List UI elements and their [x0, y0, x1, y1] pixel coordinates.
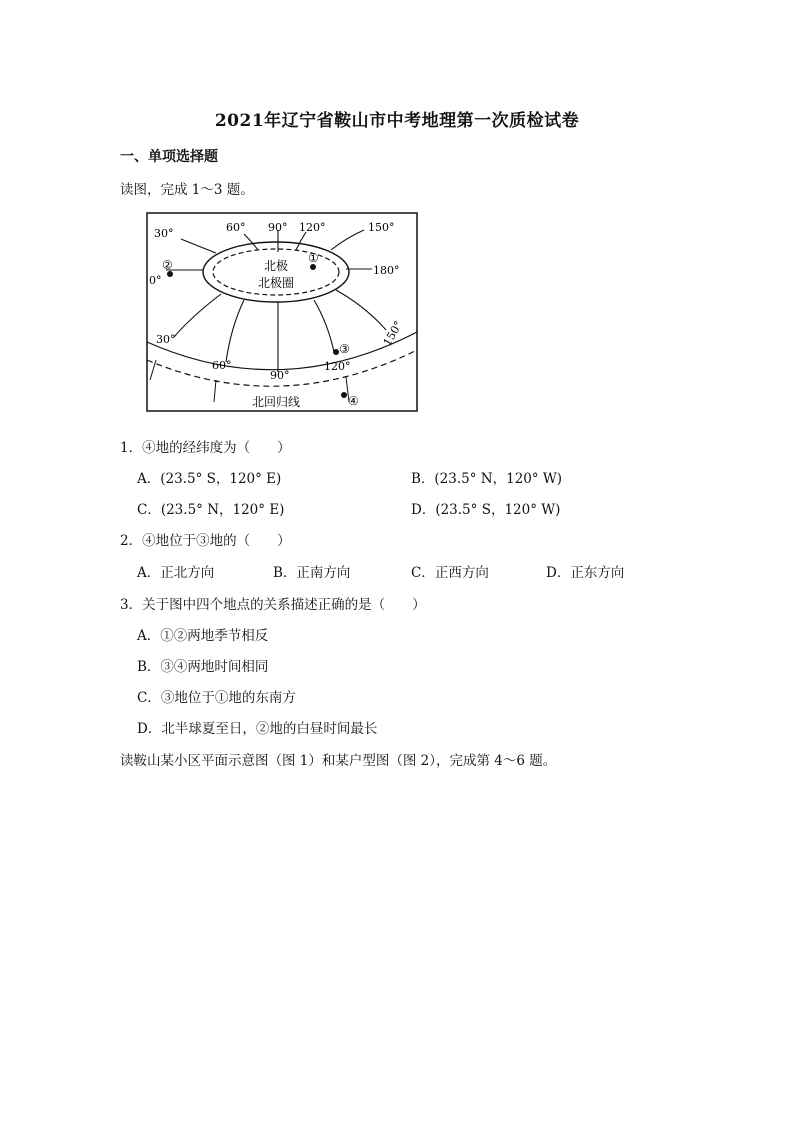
question-2-option-b[interactable]: B．正南方向 [273, 565, 351, 581]
polar-map-figure [146, 212, 418, 412]
point-3-label: ③ [339, 342, 350, 356]
question-3-option-d[interactable]: D．北半球夏至日，②地的白昼时间最长 [137, 721, 378, 737]
question-3-option-c[interactable]: C．③地位于①地的东南方 [137, 690, 296, 706]
question-3-option-b[interactable]: B．③④两地时间相同 [137, 659, 269, 675]
lon-bottom-30: 30° [156, 333, 176, 346]
question-1-stem: 1．④地的经纬度为（ ） [120, 440, 291, 456]
lon-top-30: 30° [154, 227, 174, 240]
figure-intro: 读图，完成 1～3 题。 [120, 182, 254, 198]
lon-top-150: 150° [368, 221, 395, 234]
polar-map-svg [146, 212, 418, 412]
question-1-option-c[interactable]: C．(23.5° N，120° E) [137, 502, 285, 518]
point-4-label: ④ [348, 394, 359, 408]
question-3-stem: 3．关于图中四个地点的关系描述正确的是（ ） [120, 597, 426, 613]
lon-top-90: 90° [268, 221, 288, 234]
question-2-stem: 2．④地位于③地的（ ） [120, 533, 291, 549]
lon-top-60: 60° [226, 221, 246, 234]
point-2-label: ② [162, 258, 173, 272]
question-2-option-d[interactable]: D．正东方向 [546, 565, 625, 581]
lon-side-180: 180° [373, 264, 400, 277]
north-pole-label: 北极 [263, 259, 289, 273]
lon-bottom-150: 150° [380, 318, 406, 349]
question-1-option-a[interactable]: A．(23.5° S，120° E) [137, 471, 282, 487]
question-1-option-d[interactable]: D．(23.5° S，120° W) [411, 502, 561, 518]
point-1-label: ① [308, 251, 319, 265]
arctic-circle-label: 北极圈 [257, 276, 295, 290]
lon-bottom-120: 120° [324, 360, 351, 373]
lon-bottom-90: 90° [270, 369, 290, 382]
figure-intro-2: 读鞍山某小区平面示意图（图 1）和某户型图（图 2），完成第 4～6 题。 [120, 753, 557, 769]
lon-bottom-60: 60° [212, 359, 232, 372]
lon-top-120: 120° [299, 221, 326, 234]
question-1-option-b[interactable]: B．(23.5° N，120° W) [411, 471, 563, 487]
question-2-option-c[interactable]: C．正西方向 [411, 565, 489, 581]
section-heading: 一、单项选择题 [120, 149, 218, 165]
lon-side-0: 0° [149, 274, 162, 287]
point-4-dot [341, 392, 347, 398]
question-2-option-a[interactable]: A．正北方向 [137, 565, 215, 581]
exam-title: 2021年辽宁省鞍山市中考地理第一次质检试卷 [214, 111, 580, 131]
question-3-option-a[interactable]: A．①②两地季节相反 [137, 628, 269, 644]
tropic-label: 北回归线 [252, 395, 301, 409]
